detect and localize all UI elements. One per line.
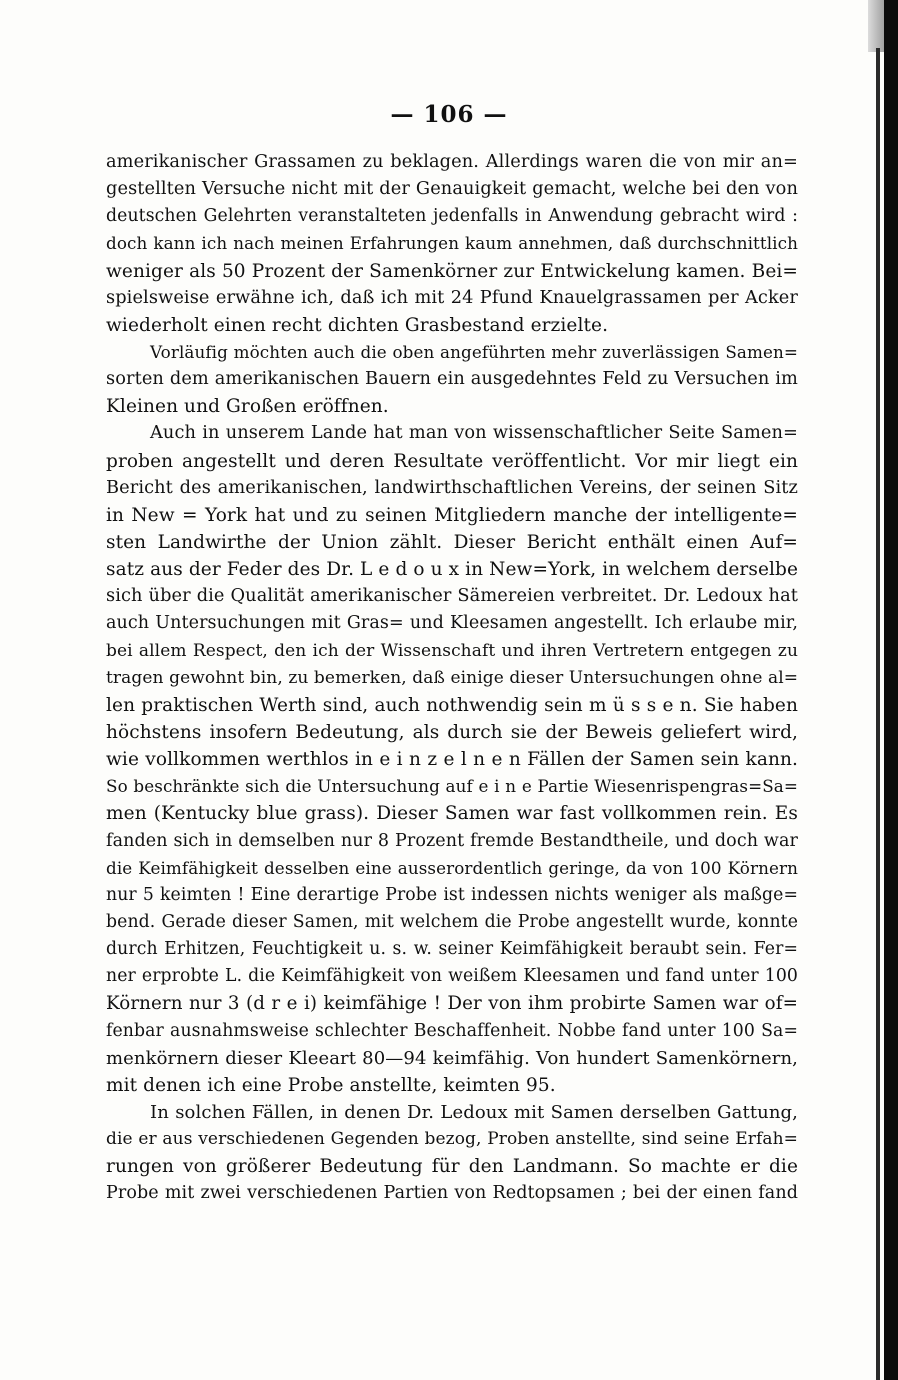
text-line: Probe mit zwei verschiedenen Partien von Redtopsamen ; bei der einen fand xyxy=(106,1183,798,1204)
text-line: proben angestellt und deren Resultate veröffentlicht. Vor mir liegt ein xyxy=(106,450,798,472)
text-line: gestellten Versuche nicht mit der Genauigkeit gemacht, welche bei den von xyxy=(106,179,798,200)
page-number: — 106 — xyxy=(390,101,508,128)
text-line: die er aus verschiedenen Gegenden bezog, Proben anstellte, sind seine Erfah= xyxy=(106,1129,798,1150)
text-line: rungen von größerer Bedeutung für den Landmann. So machte er die xyxy=(106,1156,798,1178)
text-line: men (Kentucky blue grass). Dieser Samen war fast vollkommen rein. Es xyxy=(106,803,798,825)
text-line: wie vollkommen werthlos in e i n z e l n e n Fällen der Samen sein kann. xyxy=(106,749,798,771)
text-line: Körnern nur 3 (d r e i) keimfähige ! Der von ihm probirte Samen war of= xyxy=(106,993,798,1015)
text-line: sten Landwirthe der Union zählt. Dieser Bericht enthält einen Auf= xyxy=(106,531,798,553)
text-line: menkörnern dieser Kleeart 80—94 keimfähig. Von hundert Samenkörnern, xyxy=(106,1047,798,1069)
text-line: Bericht des amerikanischen, landwirthschaftlichen Vereins, der seinen Sitz xyxy=(106,477,798,498)
text-line: satz aus der Feder des Dr. L e d o u x in New=York, in welchem derselbe xyxy=(106,559,798,581)
text-line: amerikanischer Grassamen zu beklagen. Allerdings waren die von mir an= xyxy=(106,152,798,172)
text-line: deutschen Gelehrten veranstalteten jedenfalls in Anwendung gebracht wird : xyxy=(106,206,798,227)
text-line: auch Untersuchungen mit Gras= und Kleesamen angestellt. Ich erlaube mir, xyxy=(106,613,798,634)
text-line: die Keimfähigkeit desselben eine ausserordentlich geringe, da von 100 Körnern xyxy=(106,857,798,878)
page-edge-dark xyxy=(884,0,898,1380)
text-line: Auch in unserem Lande hat man von wissenschaftlicher Seite Samen= xyxy=(150,423,798,444)
text-line: bend. Gerade dieser Samen, mit welchem die Probe angestellt wurde, konnte xyxy=(106,911,798,932)
text-line: fanden sich in demselben nur 8 Prozent fremde Bestandtheile, und doch war xyxy=(106,830,798,851)
text-line: In solchen Fällen, in denen Dr. Ledoux mit Samen derselben Gattung, xyxy=(150,1101,798,1123)
text-line: Kleinen und Großen eröffnen. xyxy=(106,396,389,418)
text-line: mit denen ich eine Probe anstellte, keimten 95. xyxy=(106,1074,556,1096)
text-line: weniger als 50 Prozent der Samenkörner zur Entwickelung kamen. Bei= xyxy=(106,260,798,282)
text-line: ner erprobte L. die Keimfähigkeit von weißem Kleesamen und fand unter 100 xyxy=(106,966,798,987)
text-line: sich über die Qualität amerikanischer Sämereien verbreitet. Dr. Ledoux hat xyxy=(106,586,798,607)
body-text xyxy=(106,149,798,1207)
text-line: nur 5 keimten ! Eine derartige Probe ist indessen nichts weniger als maßge= xyxy=(106,884,798,905)
text-line: bei allem Respect, den ich der Wissenschaft und ihren Vertretern entgegen zu xyxy=(106,640,798,661)
text-line: tragen gewohnt bin, zu bemerken, daß einige dieser Untersuchungen ohne al= xyxy=(106,667,799,688)
text-line: wiederholt einen recht dichten Grasbestand erzielte. xyxy=(106,314,609,336)
text-line: höchstens insofern Bedeutung, als durch sie der Beweis geliefert wird, xyxy=(106,721,798,743)
text-line: in New = York hat und zu seinen Mitgliedern manche der intelligente= xyxy=(106,504,798,526)
text-line: spielsweise erwähne ich, daß ich mit 24 Pfund Knauelgrassamen per Acker xyxy=(106,287,798,308)
text-line: fenbar ausnahmsweise schlechter Beschaffenheit. Nobbe fand unter 100 Sa= xyxy=(106,1020,798,1041)
text-line: len praktischen Werth sind, auch nothwendig sein m ü s s e n. Sie haben xyxy=(106,694,798,716)
text-line: So beschränkte sich die Untersuchung auf e i n e Partie Wiesenrispengras=Sa= xyxy=(106,776,798,797)
text-line: sorten dem amerikanischen Bauern ein ausgedehntes Feld zu Versuchen im xyxy=(106,369,798,390)
page-edge-line xyxy=(876,48,880,1380)
text-line: doch kann ich nach meinen Erfahrungen kaum annehmen, daß durchschnittlich xyxy=(106,233,798,254)
text-line: Vorläufig möchten auch die oben angeführten mehr zuverlässigen Samen= xyxy=(150,341,798,362)
text-line: durch Erhitzen, Feuchtigkeit u. s. w. seiner Keimfähigkeit beraubt sein. Fer= xyxy=(106,939,798,960)
